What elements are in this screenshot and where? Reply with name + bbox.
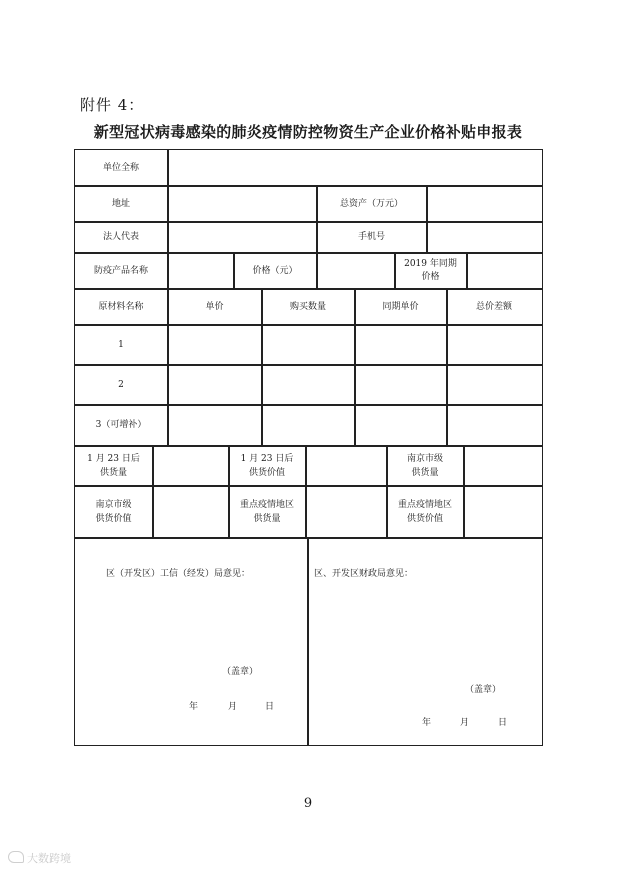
opinion-left-month: 月 — [228, 702, 238, 712]
label-after-jan23-qty-line2: 供货量 — [99, 467, 127, 478]
opinion-right-month: 月 — [460, 718, 470, 728]
epidemic-qty-value[interactable] — [305, 485, 388, 539]
label-2019-price-line2: 价格 — [421, 271, 440, 282]
opinion-left-seal: （盖章） — [222, 667, 259, 677]
label-epidemic-qty-line2: 供货量 — [253, 513, 281, 524]
label-2019-price-line1: 2019 年同期 — [404, 258, 457, 269]
label-epidemic-price-line1: 重点疫情地区 — [397, 499, 452, 510]
label-epidemic-qty — [228, 485, 306, 538]
materials-header-quantity-label: 购买数量 — [289, 301, 326, 312]
opinion-left-year: 年 — [189, 702, 199, 712]
label-product-name: 防疫产品名称 — [93, 265, 148, 276]
label-nanjing-qty-line2: 供货量 — [411, 467, 439, 478]
material-row-1-quantity[interactable] — [261, 324, 356, 366]
label-after-jan23-price-line1: 1 月 23 日后 — [240, 453, 294, 464]
material-row-3-total-diff[interactable] — [446, 404, 543, 447]
material-row-1-unit-price[interactable] — [167, 324, 263, 366]
label-after-jan23-qty-line1: 1 月 23 日后 — [87, 453, 140, 464]
watermark — [8, 850, 71, 866]
label-after-jan23-qty — [74, 445, 153, 486]
label-total-assets: 总资产（万元） — [339, 198, 403, 209]
label-2019-price — [394, 252, 467, 289]
material-row-2-same-period[interactable] — [354, 364, 448, 406]
address-value[interactable] — [167, 185, 318, 223]
form-title: 新型冠状病毒感染的肺炎疫情防控物资生产企业价格补贴申报表 — [93, 123, 523, 141]
material-row-1-total-diff[interactable] — [446, 324, 543, 366]
price-2019-value[interactable] — [466, 252, 543, 290]
label-epidemic-qty-line1: 重点疫情地区 — [239, 499, 294, 510]
label-nanjing-qty — [386, 445, 464, 486]
material-row-3-unit-price[interactable] — [167, 404, 263, 447]
label-epidemic-price-line2: 供货价值 — [406, 513, 443, 524]
label-unit-name: 单位全称 — [102, 162, 139, 173]
label-after-jan23-price — [228, 445, 306, 486]
label-nanjing-qty-line1: 南京市级 — [406, 453, 443, 464]
opinion-right-seal: （盖章） — [465, 685, 502, 695]
after-jan23-price-value[interactable] — [305, 445, 388, 487]
material-row-1-label: 1 — [118, 339, 124, 350]
attachment-label: 附件 4： — [80, 96, 145, 114]
nanjing-price-value[interactable] — [152, 485, 230, 539]
label-after-jan23-price-line2: 供货价值 — [248, 467, 285, 478]
opinion-right-day: 日 — [498, 718, 508, 728]
price-value[interactable] — [316, 252, 396, 290]
label-nanjing-price-line2: 供货价值 — [95, 513, 132, 524]
material-row-2-unit-price[interactable] — [167, 364, 263, 406]
label-legal-rep: 法人代表 — [102, 232, 139, 242]
legal-rep-value[interactable] — [167, 221, 318, 254]
material-row-2-total-diff[interactable] — [446, 364, 543, 406]
material-row-3-label: 3（可增补） — [95, 420, 147, 430]
label-nanjing-price-line1: 南京市级 — [95, 499, 132, 510]
watermark-text: 大数跨境 — [27, 852, 71, 865]
opinion-left-day: 日 — [265, 702, 275, 712]
materials-header-same-period-label: 同期单价 — [382, 301, 419, 312]
epidemic-price-value[interactable] — [463, 485, 543, 539]
label-phone: 手机号 — [357, 232, 385, 242]
watermark-logo-icon — [8, 851, 24, 863]
material-row-3-same-period[interactable] — [354, 404, 448, 447]
label-epidemic-price — [386, 485, 464, 538]
material-row-1-same-period[interactable] — [354, 324, 448, 366]
opinion-right-year: 年 — [422, 718, 432, 728]
label-nanjing-price — [74, 485, 153, 538]
material-row-2-quantity[interactable] — [261, 364, 356, 406]
materials-header-name-label: 原材料名称 — [98, 301, 144, 312]
page-number: 9 — [303, 796, 313, 811]
nanjing-qty-value[interactable] — [463, 445, 543, 487]
total-assets-value[interactable] — [426, 185, 543, 223]
product-name-value[interactable] — [167, 252, 235, 290]
opinion-right-label: 区、开发区财政局意见： — [314, 569, 414, 579]
material-row-3-quantity[interactable] — [261, 404, 356, 447]
unit-name-value[interactable] — [167, 149, 543, 187]
materials-header-unit-price-label: 单价 — [205, 301, 224, 312]
after-jan23-qty-value[interactable] — [152, 445, 230, 487]
opinion-left-label: 区（开发区）工信（经发）局意见： — [106, 569, 251, 579]
material-row-2-label: 2 — [118, 379, 124, 390]
materials-header-total-diff-label: 总价差额 — [475, 301, 512, 312]
phone-value[interactable] — [426, 221, 543, 254]
label-address: 地址 — [111, 198, 130, 209]
label-price: 价格（元） — [252, 265, 298, 276]
